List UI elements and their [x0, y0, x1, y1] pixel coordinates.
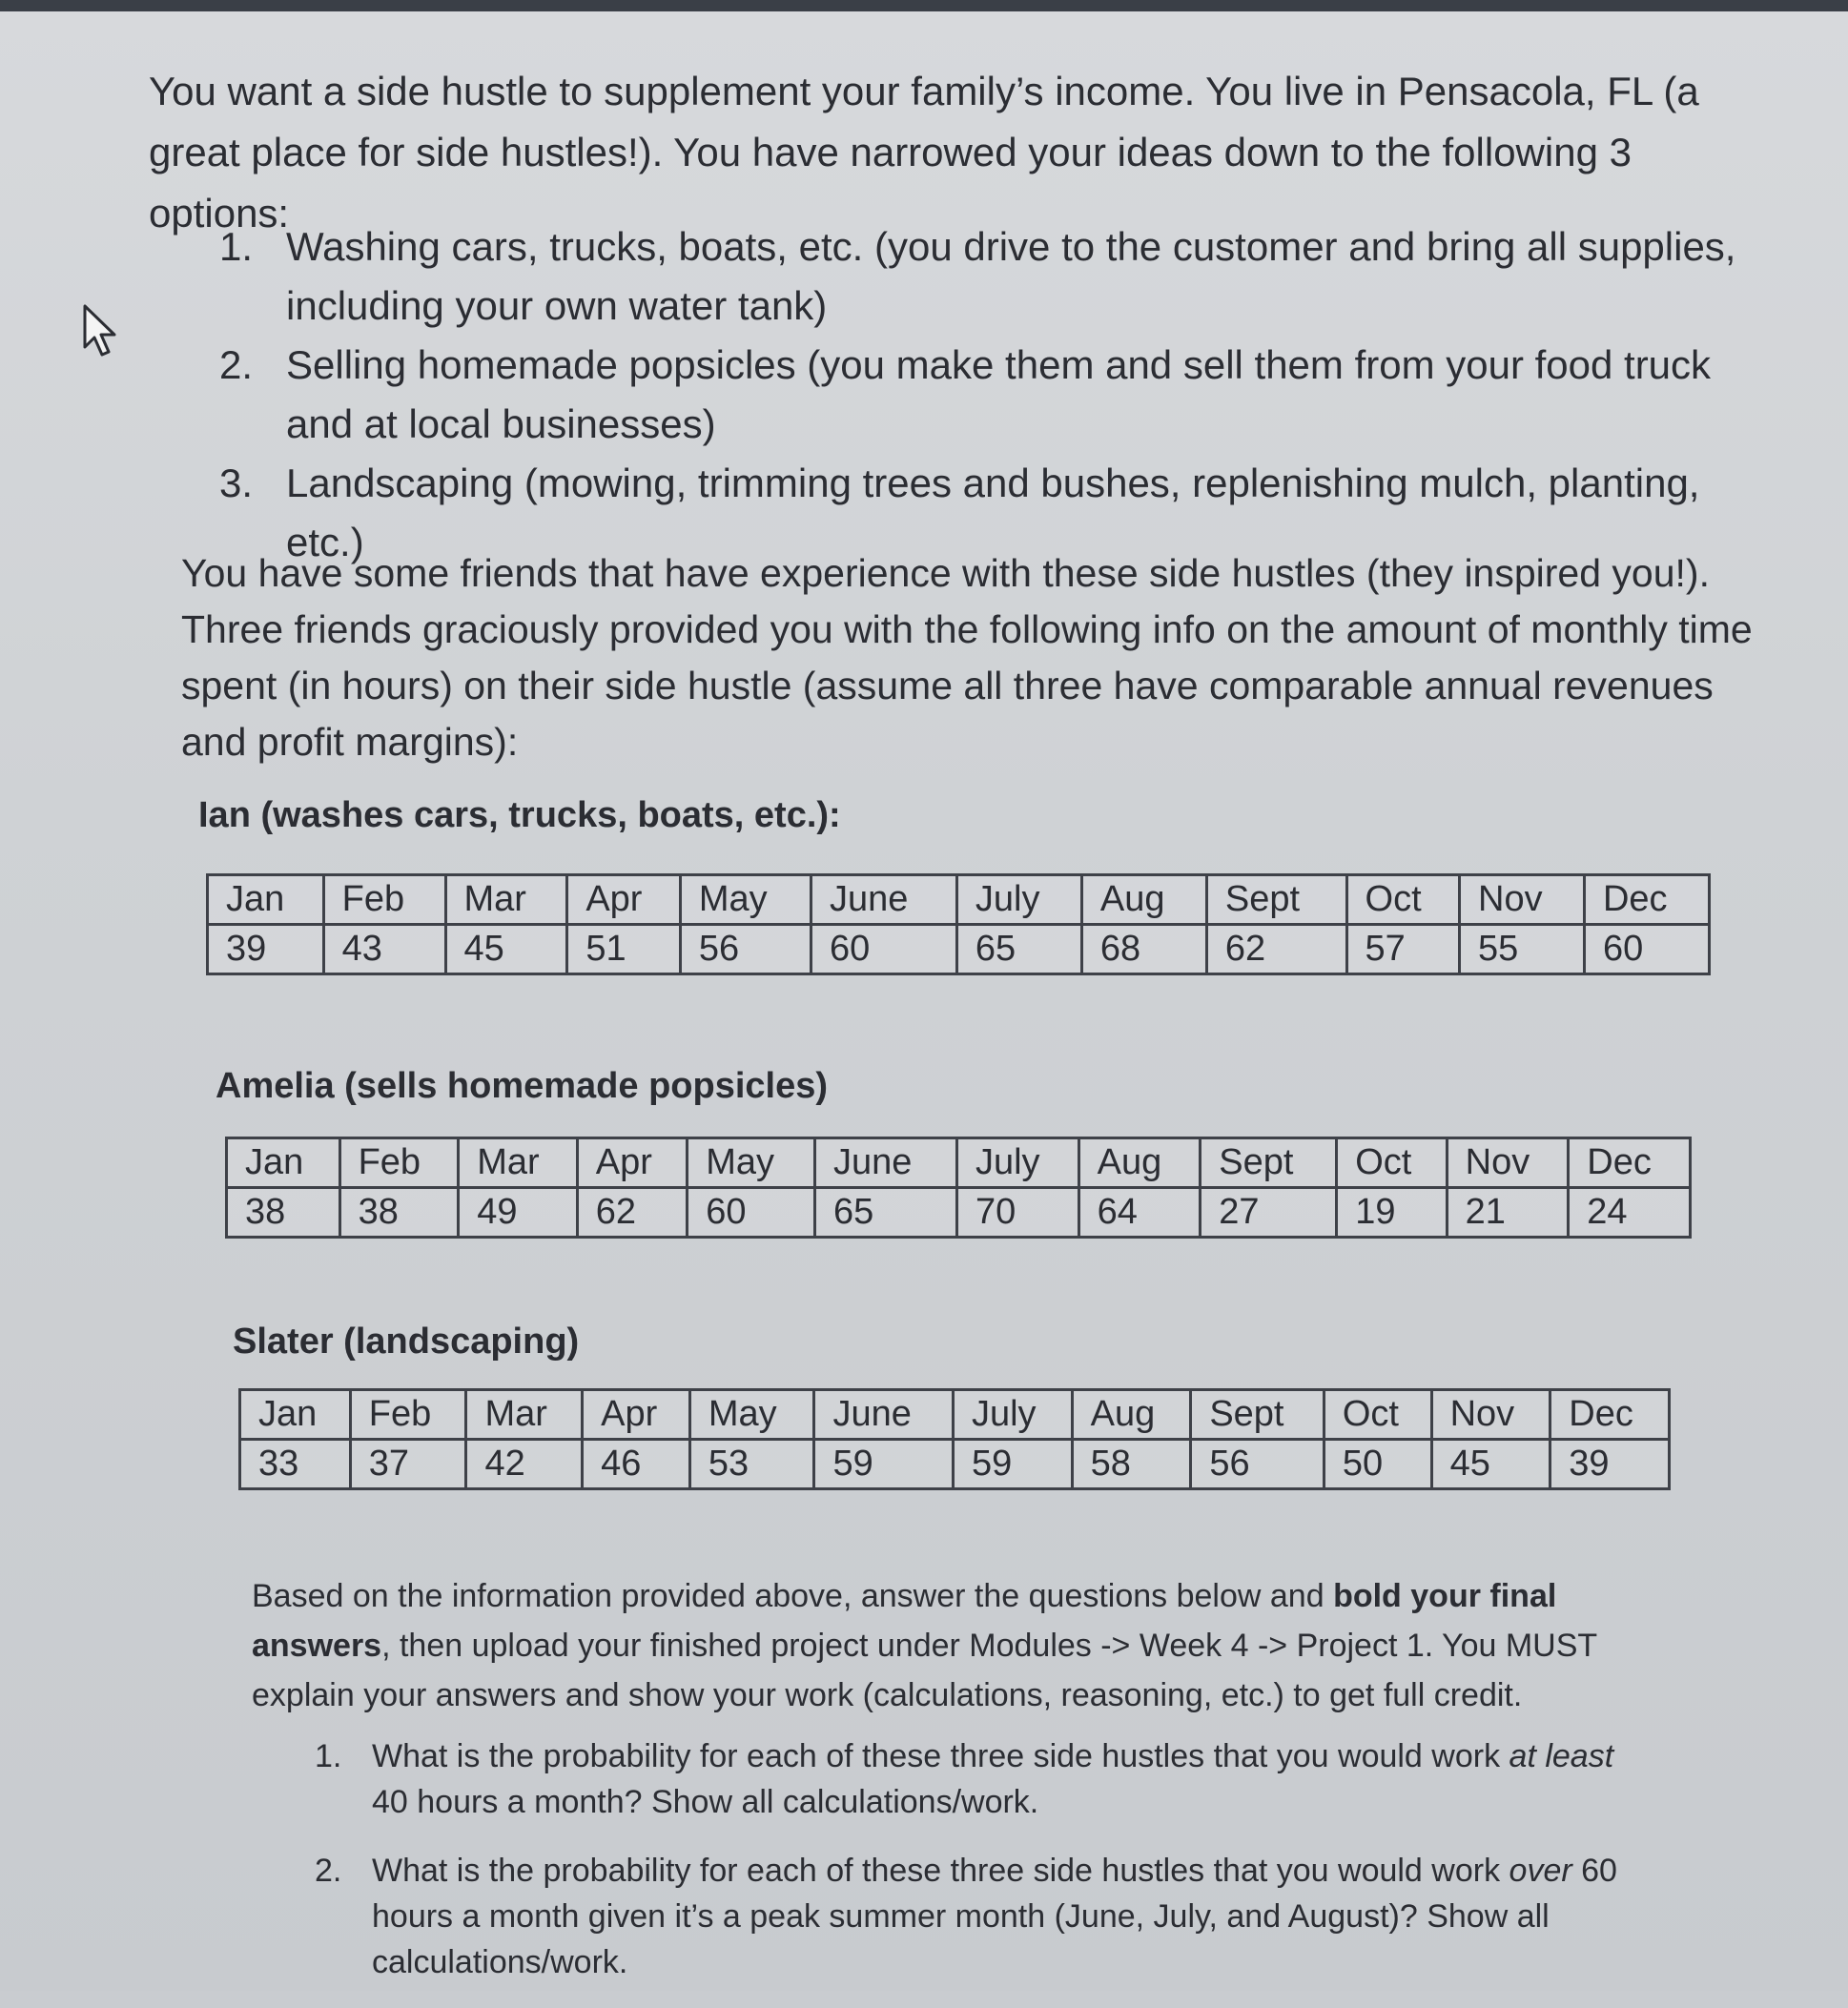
intro-paragraph: You want a side hustle to supplement your family’s income. You live in Pensacola, FL (a great place for side hustles!). You have narrowed your ideas down to the following 3 options:	[149, 69, 1699, 236]
month-cell: Aug	[1081, 875, 1206, 925]
hours-cell: 53	[689, 1440, 814, 1489]
table-row	[227, 1188, 1691, 1238]
list-number: 3.	[219, 461, 254, 505]
side-hustle-options-list	[219, 217, 1764, 572]
hours-cell: 24	[1569, 1188, 1691, 1238]
hours-cell: 39	[1550, 1440, 1670, 1489]
month-cell: Oct	[1324, 1390, 1431, 1440]
month-cell: Jan	[227, 1138, 340, 1188]
month-cell: July	[956, 875, 1081, 925]
month-cell: Nov	[1460, 875, 1585, 925]
hours-cell: 39	[208, 925, 324, 974]
month-cell: Feb	[350, 1390, 466, 1440]
list-item	[315, 1733, 1650, 1825]
hours-cell: 46	[583, 1440, 690, 1489]
month-cell: Apr	[567, 875, 680, 925]
hours-cell: 49	[459, 1188, 578, 1238]
hours-cell: 59	[814, 1440, 954, 1489]
month-cell: Mar	[459, 1138, 578, 1188]
month-cell: Nov	[1431, 1390, 1550, 1440]
amelia-heading: Amelia (sells homemade popsicles)	[216, 1066, 829, 1106]
hours-cell: 38	[227, 1188, 340, 1238]
hours-cell: 19	[1337, 1188, 1447, 1238]
instructions-text: Based on the information provided above, answer the questions below and	[252, 1578, 1334, 1614]
hours-cell: 37	[350, 1440, 466, 1489]
document-page	[0, 11, 1848, 1991]
month-cell: Nov	[1447, 1138, 1569, 1188]
amelia-hours-table	[225, 1137, 1692, 1239]
month-cell: Mar	[466, 1390, 583, 1440]
question-emphasis: at least	[1509, 1738, 1614, 1774]
instructions-text: , then upload your finished project under Modules -> Week 4 -> Project 1. You MUST explain your answers and show your work (calculations, reasoning, etc.) to get full credit.	[252, 1628, 1597, 1713]
table-row	[240, 1390, 1670, 1440]
hours-cell: 45	[445, 925, 567, 974]
month-cell: May	[680, 875, 811, 925]
slater-heading: Slater (landscaping)	[233, 1322, 580, 1362]
table-row	[240, 1440, 1670, 1489]
hours-cell: 58	[1072, 1440, 1191, 1489]
ian-heading: Ian (washes cars, trucks, boats, etc.):	[198, 795, 841, 835]
list-item	[315, 1848, 1650, 1985]
month-cell: Oct	[1346, 875, 1459, 925]
ian-hours-table	[206, 873, 1711, 975]
month-cell: Aug	[1072, 1390, 1191, 1440]
month-cell: Jan	[208, 875, 324, 925]
month-cell: Feb	[323, 875, 445, 925]
hours-cell: 64	[1078, 1188, 1201, 1238]
month-cell: May	[689, 1390, 814, 1440]
option-text: Selling homemade popsicles (you make them and sell them from your food truck and at local businesses)	[286, 342, 1712, 446]
hours-cell: 42	[466, 1440, 583, 1489]
hours-cell: 43	[323, 925, 445, 974]
month-cell: Sept	[1201, 1138, 1337, 1188]
month-cell: Apr	[577, 1138, 687, 1188]
month-cell: Feb	[339, 1138, 459, 1188]
hours-cell: 27	[1201, 1188, 1337, 1238]
hours-cell: 60	[1584, 925, 1709, 974]
table-row	[208, 925, 1710, 974]
question-text: 40 hours a month? Show all calculations/work.	[372, 1784, 1039, 1820]
hours-cell: 59	[953, 1440, 1072, 1489]
mouse-pointer-icon	[82, 303, 124, 359]
month-cell: July	[953, 1390, 1072, 1440]
month-cell: Dec	[1550, 1390, 1670, 1440]
question-text: 60 hours a month given it’s a peak summer month (June, July, and August)? Show all calculations/work.	[372, 1853, 1617, 1980]
hours-cell: 70	[956, 1188, 1078, 1238]
month-cell: June	[811, 875, 957, 925]
hours-cell: 62	[577, 1188, 687, 1238]
hours-cell: 50	[1324, 1440, 1431, 1489]
hours-cell: 56	[1191, 1440, 1324, 1489]
hours-cell: 60	[811, 925, 957, 974]
hours-cell: 65	[814, 1188, 956, 1238]
hours-cell: 57	[1346, 925, 1459, 974]
hours-cell: 33	[240, 1440, 351, 1489]
month-cell: May	[688, 1138, 815, 1188]
option-text: Washing cars, trucks, boats, etc. (you drive to the customer and bring all supplies, including your own water tank)	[286, 224, 1736, 328]
hours-cell: 62	[1206, 925, 1346, 974]
month-cell: Sept	[1191, 1390, 1324, 1440]
hours-cell: 51	[567, 925, 680, 974]
hours-cell: 38	[339, 1188, 459, 1238]
list-item	[219, 217, 1764, 336]
slater-hours-table	[238, 1388, 1671, 1490]
month-cell: June	[814, 1390, 954, 1440]
hours-cell: 60	[688, 1188, 815, 1238]
instructions-paragraph	[252, 1571, 1644, 1720]
month-cell: July	[956, 1138, 1078, 1188]
table-row	[227, 1138, 1691, 1188]
instructions-bold-text: bold your final answers	[252, 1578, 1557, 1664]
option-text: Landscaping (mowing, trimming trees and bushes, replenishing mulch, planting, etc.)	[286, 461, 1700, 564]
hours-cell: 45	[1431, 1440, 1550, 1489]
list-number: 2.	[219, 342, 254, 387]
window-top-bar	[0, 0, 1848, 11]
hours-cell: 56	[680, 925, 811, 974]
friends-paragraph: You have some friends that have experience with these side hustles (they inspired you!). Three friends graciously provided you with the following info on the amount of monthly time spent (in hours) on their side hustle (assume all three have comparable annual revenues and profit margins):	[181, 551, 1753, 764]
question-text: What is the probability for each of these three side hustles that you would work	[372, 1738, 1509, 1774]
month-cell: Dec	[1569, 1138, 1691, 1188]
list-number: 2.	[315, 1853, 342, 1889]
month-cell: Dec	[1584, 875, 1709, 925]
questions-list	[315, 1733, 1650, 2008]
list-number: 1.	[315, 1738, 342, 1774]
list-number: 1.	[219, 224, 254, 269]
hours-cell: 55	[1460, 925, 1585, 974]
month-cell: Mar	[445, 875, 567, 925]
month-cell: Jan	[240, 1390, 351, 1440]
hours-cell: 65	[956, 925, 1081, 974]
list-item	[219, 336, 1764, 454]
hours-cell: 21	[1447, 1188, 1569, 1238]
month-cell: Sept	[1206, 875, 1346, 925]
month-cell: Aug	[1078, 1138, 1201, 1188]
hours-cell: 68	[1081, 925, 1206, 974]
month-cell: Oct	[1337, 1138, 1447, 1188]
question-emphasis: over	[1509, 1853, 1572, 1889]
month-cell: June	[814, 1138, 956, 1188]
month-cell: Apr	[583, 1390, 690, 1440]
question-text: What is the probability for each of these three side hustles that you would work	[372, 1853, 1509, 1889]
table-row	[208, 875, 1710, 925]
